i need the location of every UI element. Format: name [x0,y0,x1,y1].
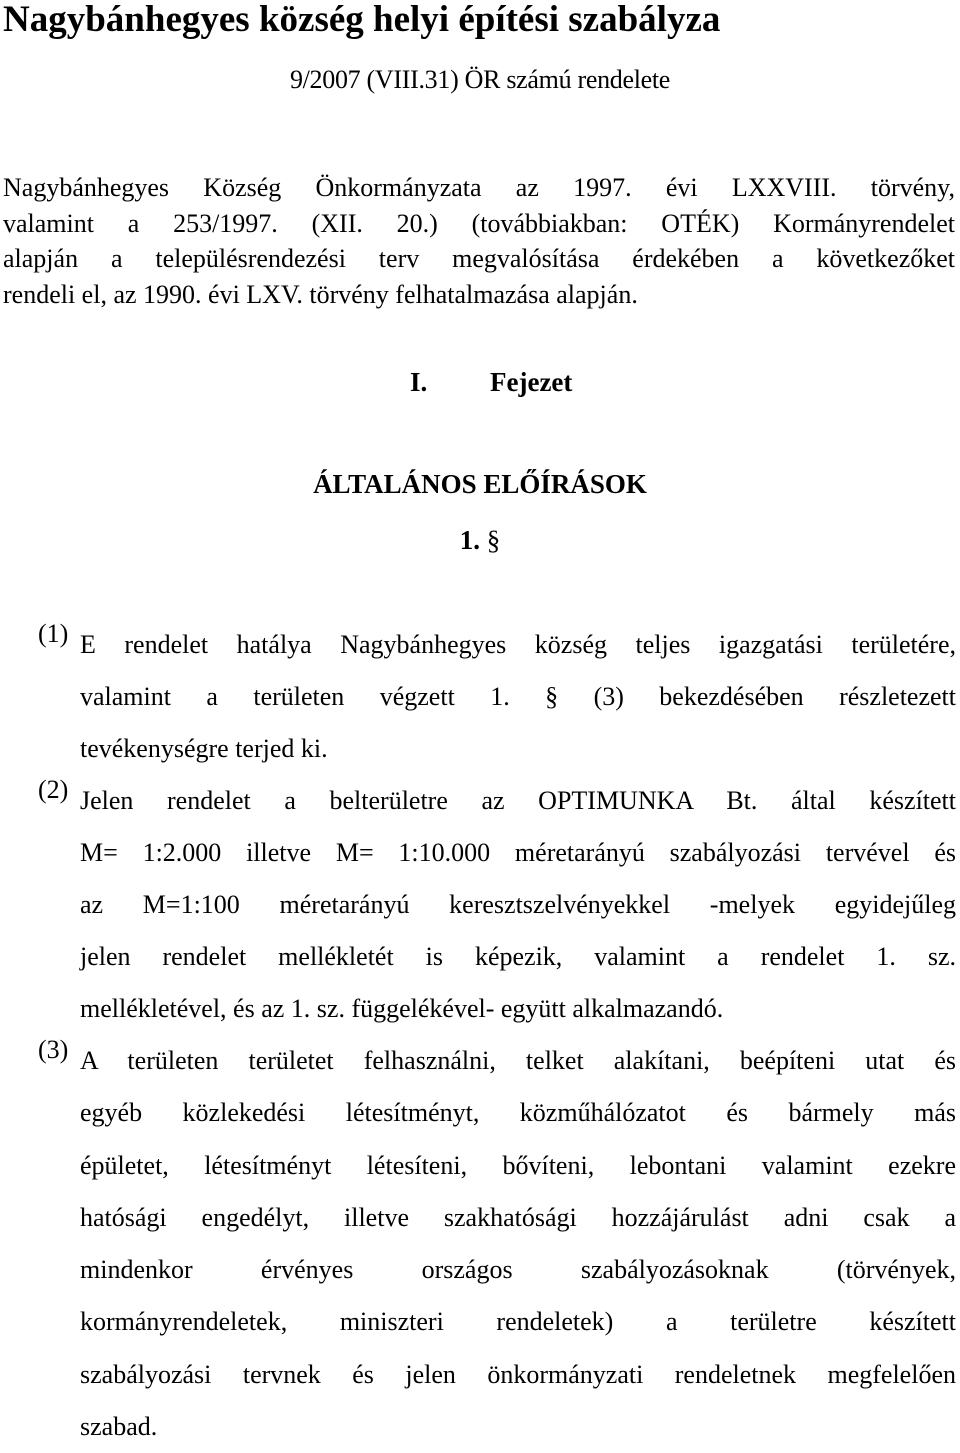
section-heading: ÁLTALÁNOS ELŐÍRÁSOK [313,469,647,499]
provision-line: mindenkor érvényes országos szabályozásoknak (törvények, [80,1255,956,1285]
provision-line: M= 1:2.000 illetve M= 1:10.000 méretarányú szabályozási tervével és [80,838,956,867]
provision-line: A területen területet felhasználni, telket alakítani, beépíteni utat és [80,1046,956,1075]
intro-line: Nagybánhegyes Község Önkormányzata az 1997. évi LXXVIII. törvény, [3,173,955,202]
provision-line: az M=1:100 méretarányú keresztszelvényekkel -melyek egyidejűleg [80,890,956,919]
section-symbol: § [486,525,501,555]
chapter-number: I. [410,367,428,397]
intro-line: rendeli el, az 1990. évi LXV. törvény felhatalmazása alapján. [3,279,638,309]
intro-line: valamint a 253/1997. (XII. 20.) (továbbiakban: OTÉK) Kormányrendelet [3,208,955,238]
provision-item [38,775,956,1035]
document-title: Nagybánhegyes község helyi építési szabályza [3,0,721,40]
provision-line: szabályozási tervnek és jelen önkormányzati rendeletnek megfelelően [80,1359,956,1389]
provision-line: egyéb közlekedési létesítményt, közműhálózatot és bármely más [80,1098,956,1128]
chapter-label: Fejezet [490,367,573,397]
document-subtitle: 9/2007 (VIII.31) ÖR számú rendelete [289,65,671,94]
provision-line: szabad. [80,1412,158,1442]
provision-marker: (1) [38,619,69,648]
intro-paragraph [3,170,955,312]
provision-item [38,1035,956,1453]
provision-marker: (2) [38,775,69,804]
provision-list [38,619,956,1453]
provision-line: jelen rendelet mellékletét is képezik, valamint a rendelet 1. sz. [80,942,956,971]
intro-line: alapján a településrendezési terv megvalósítása érdekében a következőket [3,244,955,273]
provision-line: épületet, létesítményt létesíteni, bővíteni, lebontani valamint ezekre [80,1150,956,1180]
provision-marker: (3) [38,1035,69,1064]
provision-line: hatósági engedélyt, illetve szakhatósági hozzájárulást adni csak a [80,1202,956,1232]
provision-line: Jelen rendelet a belterületre az OPTIMUNKA Bt. által készített [80,786,956,815]
provision-line: tevékenységre terjed ki. [80,734,328,763]
provision-line: kormányrendeletek, miniszteri rendeletek) a területre készített [80,1307,956,1337]
paragraph-number-value: 1. [459,525,480,555]
paragraph-number [0,520,960,560]
provision-item [38,619,956,775]
provision-line: mellékletével, és az 1. sz. függelékével- együtt alkalmazandó. [80,994,724,1023]
provision-line: valamint a területen végzett 1. § (3) bekezdésében részletezett [80,682,956,711]
provision-line: E rendelet hatálya Nagybánhegyes község teljes igazgatási területére, [80,630,956,659]
